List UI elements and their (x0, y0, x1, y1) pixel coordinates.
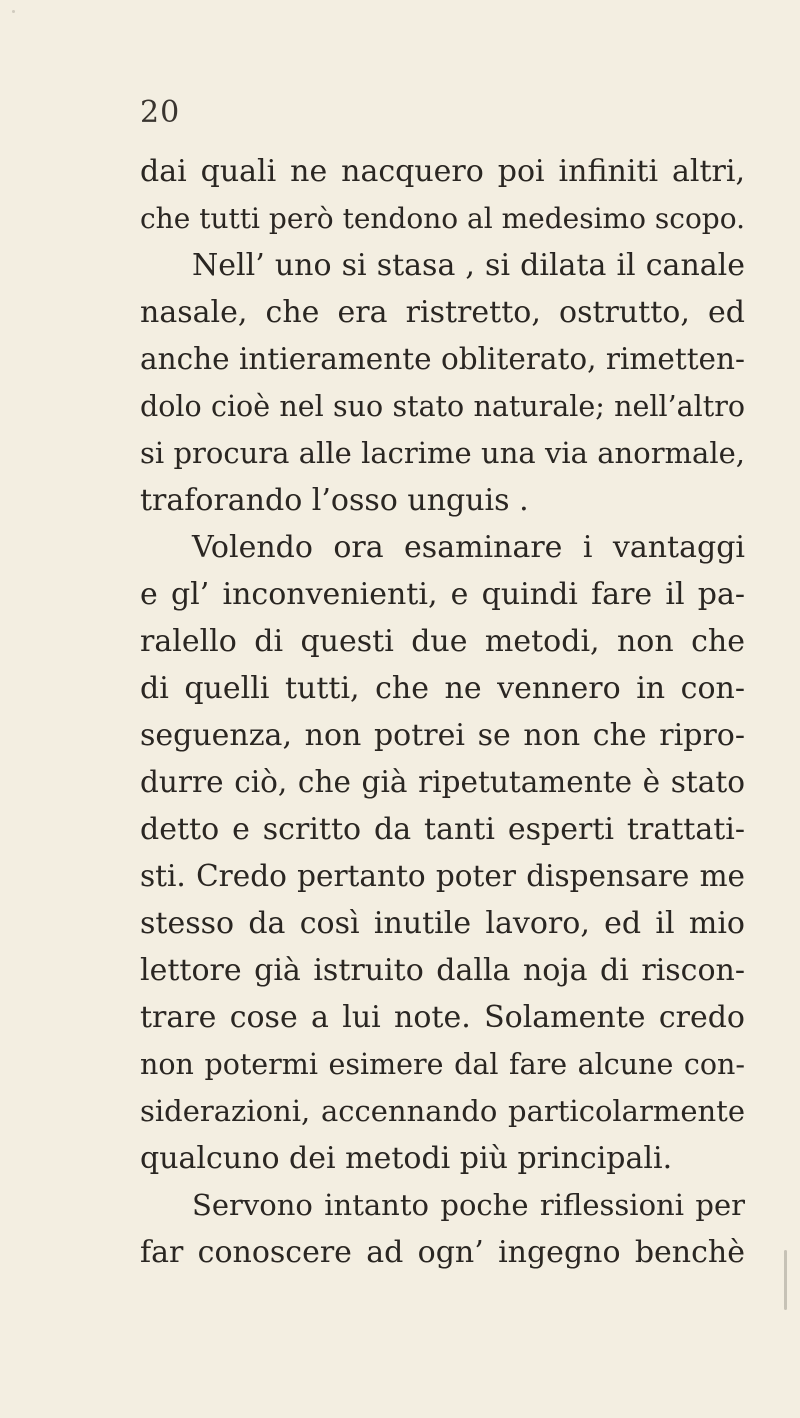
text-line: di quelli tutti, che ne vennero in con- (140, 671, 745, 706)
text-line: trare cose a lui note. Solamente credo (140, 1000, 745, 1035)
text-line: sti. Credo pertanto poter dispensare me (140, 859, 745, 893)
text-line: durre ciò, che già ripetutamente è stato (140, 765, 745, 799)
page-number: 20 (140, 95, 181, 130)
text-line: ralello di questi due metodi, non che (140, 624, 745, 659)
text-line: e gl’ inconvenienti, e quindi fare il pa- (140, 577, 745, 612)
paragraph-start-line: Volendo ora esaminare i vantaggi (192, 530, 745, 565)
paper-speck (784, 1250, 787, 1310)
paragraph-end-line: qualcuno dei metodi più principali. (140, 1141, 673, 1176)
text-line: dolo cioè nel suo stato naturale; nell’altro (140, 390, 745, 423)
paragraph-end-line: traforando l’osso unguis . (140, 483, 529, 518)
text-line: siderazioni, accennando particolarmente (140, 1094, 745, 1128)
text-line: far conoscere ad ogn’ ingegno benchè (140, 1235, 745, 1270)
text-line: lettore già istruito dalla noja di riscon- (140, 953, 745, 988)
text-line: che tutti però tendono al medesimo scopo. (140, 202, 745, 235)
text-line: nasale, che era ristretto, ostrutto, ed (140, 295, 745, 330)
text-line: detto e scritto da tanti esperti trattati- (140, 812, 745, 847)
text-line: stesso da così inutile lavoro, ed il mio (140, 906, 745, 941)
paragraph-start-line: Nell’ uno si stasa , si dilata il canale (192, 248, 745, 283)
body-text (140, 148, 745, 1276)
paragraph-start-line: Servono intanto poche riflessioni per (192, 1188, 745, 1222)
text-line: seguenza, non potrei se non che ripro- (140, 718, 745, 753)
text-line: anche intieramente obliterato, rimetten- (140, 342, 745, 376)
paper-speck (12, 10, 15, 13)
text-line: non potermi esimere dal fare alcune con- (140, 1048, 745, 1081)
text-line: si procura alle lacrime una via anormale, (140, 436, 745, 470)
text-line: dai quali ne nacquero poi infiniti altri, (140, 154, 745, 189)
